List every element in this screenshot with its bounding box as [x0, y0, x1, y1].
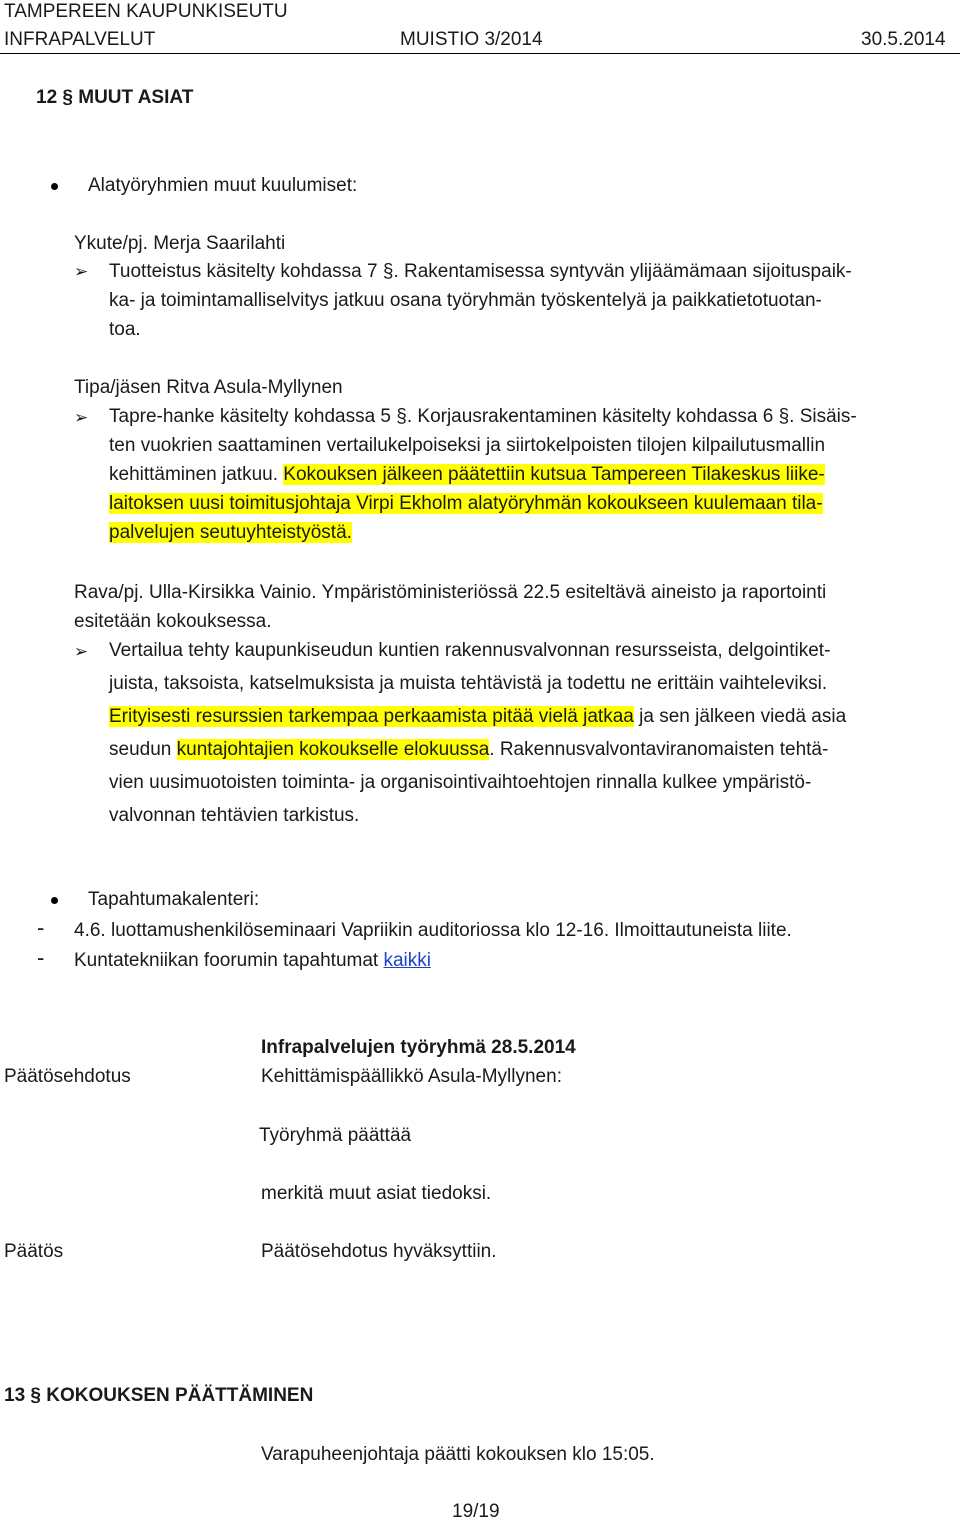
header-date: 30.5.2014 — [861, 29, 946, 50]
dash-bullet-icon: - — [37, 915, 45, 940]
section-12-title: 12 § MUUT ASIAT — [36, 87, 194, 108]
section-13-title: 13 § KOKOUKSEN PÄÄTTÄMINEN — [4, 1385, 314, 1406]
rava-item — [109, 639, 846, 837]
rava-label — [74, 581, 826, 639]
events-link[interactable]: kaikki — [383, 950, 431, 971]
rava-line: valvonnan tehtävien tarkistus. — [109, 805, 360, 826]
rava-label-line: Rava/pj. Ulla-Kirsikka Vainio. Ympäristöministeriössä 22.5 esiteltävä aineisto ja raportointi — [74, 582, 827, 603]
proposal-line: Työryhmä päättää — [259, 1125, 412, 1146]
page-number: 19/19 — [452, 1501, 500, 1522]
ykute-line: ka- ja toimintamalliselvitys jatkuu osana työryhmän työskentelyä ja paikkatietotuotan- — [109, 290, 822, 311]
rava-line: juista, taksoista, katselmuksista ja muista tehtävistä ja todettu ne erittäin vaihteleviksi. — [109, 673, 828, 694]
header-doc: MUISTIO 3/2014 — [400, 29, 543, 50]
closing-text: Varapuheenjohtaja päätti kokouksen klo 15:05. — [261, 1444, 655, 1465]
ykute-label: Ykute/pj. Merja Saarilahti — [74, 233, 286, 254]
bullet-icon — [51, 183, 58, 190]
tipa-line: ten vuokrien saattaminen vertailukelpoiseksi ja siirtokelpoisten tilojen kilpailutusmallin — [109, 435, 826, 456]
highlighted-text: laitoksen uusi toimitusjohtaja Virpi Ekholm alatyöryhmän kokoukseen kuulemaan tila- — [109, 493, 823, 514]
bullet-events: Tapahtumakalenteri: — [88, 889, 260, 910]
highlighted-text: palvelujen seutuyhteistyöstä. — [109, 522, 352, 543]
tipa-line — [109, 463, 857, 492]
event-item — [74, 949, 431, 973]
tipa-item — [109, 405, 857, 550]
rava-line: Vertailua tehty kaupunkiseudun kuntien rakennusvalvonnan resursseista, delgointiket- — [109, 640, 831, 661]
dash-bullet-icon: - — [37, 945, 45, 970]
arrow-bullet-icon: ➢ — [74, 262, 89, 281]
bullet-subgroups: Alatyöryhmien muut kuulumiset: — [88, 175, 358, 196]
rava-line: vien uusimuotoisten toiminta- ja organisointivaihtoehtojen rinnalla kulkee ympäristö- — [109, 772, 812, 793]
tipa-line — [109, 521, 857, 550]
ykute-item — [109, 260, 852, 347]
proposal-label: Päätösehdotus — [4, 1066, 131, 1087]
decision-label: Päätös — [4, 1241, 64, 1262]
highlighted-text: Erityisesti resurssien tarkempaa perkaamista pitää vielä jatkaa — [109, 706, 634, 727]
ykute-line: toa. — [109, 319, 141, 340]
decision-text: Päätösehdotus hyväksyttiin. — [261, 1241, 497, 1262]
bullet-icon — [51, 897, 58, 904]
rava-line-text: seudun — [109, 739, 177, 760]
tipa-label: Tipa/jäsen Ritva Asula-Myllynen — [74, 377, 343, 398]
rava-line-text: . Rakennusvalvontaviranomaisten tehtä- — [489, 739, 829, 760]
arrow-bullet-icon: ➢ — [74, 408, 89, 427]
header-rule — [0, 53, 960, 54]
event-item-text: Kuntatekniikan foorumin tapahtumat — [74, 950, 384, 971]
rava-label-line: esitetään kokouksessa. — [74, 611, 272, 632]
tipa-line: Tapre-hanke käsitelty kohdassa 5 §. Korjausrakentaminen käsitelty kohdassa 6 §. Sisäis- — [109, 406, 857, 427]
proposal-line: merkitä muut asiat tiedoksi. — [261, 1183, 492, 1204]
header-org: TAMPEREEN KAUPUNKISEUTU — [4, 1, 288, 22]
arrow-bullet-icon: ➢ — [74, 642, 89, 661]
event-item: 4.6. luottamushenkilöseminaari Vapriikin auditoriossa klo 12-16. Ilmoittautuneista liite. — [74, 920, 792, 941]
header-unit: INFRAPALVELUT — [4, 29, 156, 50]
proposal-by: Kehittämispäällikkö Asula-Myllynen: — [261, 1066, 562, 1087]
tipa-line-text: kehittäminen jatkuu. — [109, 464, 284, 485]
rava-line-text: ja sen jälkeen viedä asia — [633, 706, 847, 727]
rava-line — [109, 705, 846, 738]
tipa-line — [109, 492, 857, 521]
group-title: Infrapalvelujen työryhmä 28.5.2014 — [261, 1037, 576, 1058]
ykute-line: Tuotteistus käsitelty kohdassa 7 §. Rakentamisessa syntyvän ylijäämämaan sijoituspaik- — [109, 261, 852, 282]
highlighted-text: Kokouksen jälkeen päätettiin kutsua Tampereen Tilakeskus liike- — [283, 464, 825, 485]
highlighted-text: kuntajohtajien kokoukselle elokuussa — [176, 739, 490, 760]
rava-line — [109, 738, 846, 771]
